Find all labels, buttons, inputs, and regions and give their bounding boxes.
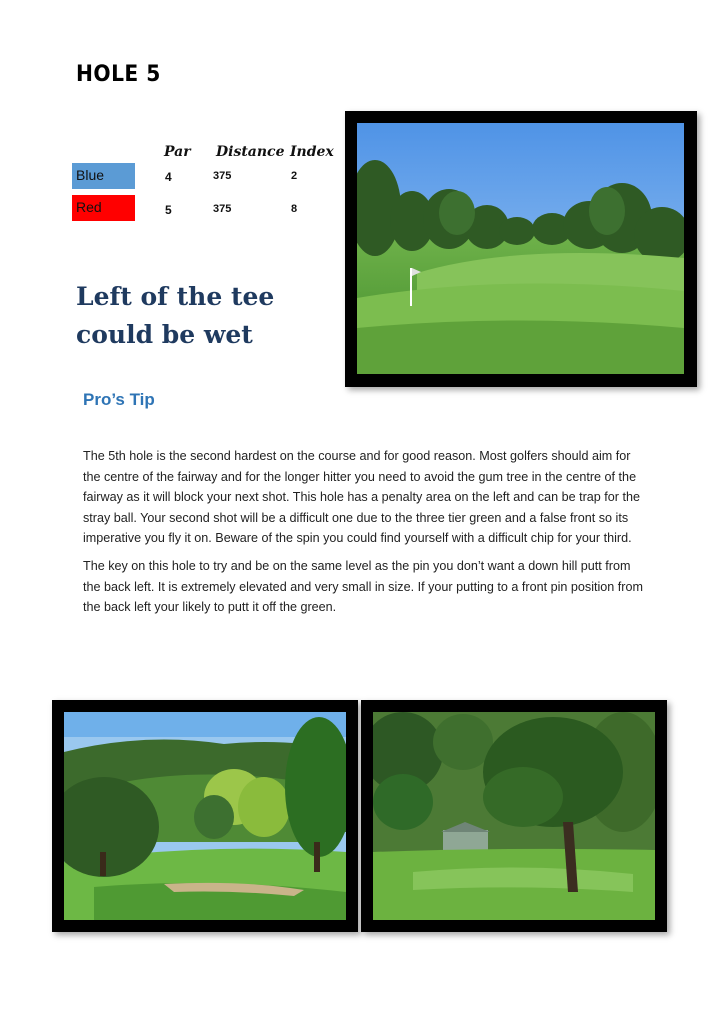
hole-title: HOLE 5 (76, 62, 161, 87)
pros-tip-heading: Pro’s Tip (83, 390, 155, 409)
tree-lined-fairway-image (64, 712, 346, 920)
blue-par-value: 4 (165, 170, 172, 184)
tip-paragraph-2: The key on this hole to try and be on the same level as the pin you don’t want a down hill putt from the back left. It is extremely elevated and very small in size. If your putting to a front pin position from the back left your likely to putt it off the green. (83, 558, 643, 615)
par-header: Par (164, 144, 191, 160)
red-tee-label: Red (72, 195, 135, 221)
gum-tree-green-image (373, 712, 655, 920)
green-photo (345, 111, 697, 387)
green-with-flag-image (357, 123, 684, 374)
gum-tree-photo (361, 700, 667, 932)
index-header: Index (290, 144, 334, 160)
fairway-photo (52, 700, 358, 932)
blue-index-value: 2 (291, 170, 298, 182)
blue-distance-value: 375 (213, 170, 232, 182)
red-index-value: 8 (291, 203, 298, 215)
red-distance-value: 375 (213, 203, 232, 215)
tip-paragraph-1: The 5th hole is the second hardest on the course and for good reason. Most golfers should aim for the centre of the fairway and for the longer hitter you need to avoid the gum tree in the centre of the fairway as it will block your next shot. This hole has a penalty area on the left and can be trap for the stray ball. Your second shot will be a difficult one due to the three tier green and a false front so its imperative you fly it on. Beware of the spin you could find yourself with a difficult chip for your third. (83, 449, 641, 546)
hole-tagline: Left of the tee could be wet (76, 282, 275, 349)
tip-body (83, 446, 643, 625)
distance-header: Distance (216, 144, 285, 160)
blue-tee-label: Blue (72, 163, 135, 189)
red-par-value: 5 (165, 203, 172, 217)
